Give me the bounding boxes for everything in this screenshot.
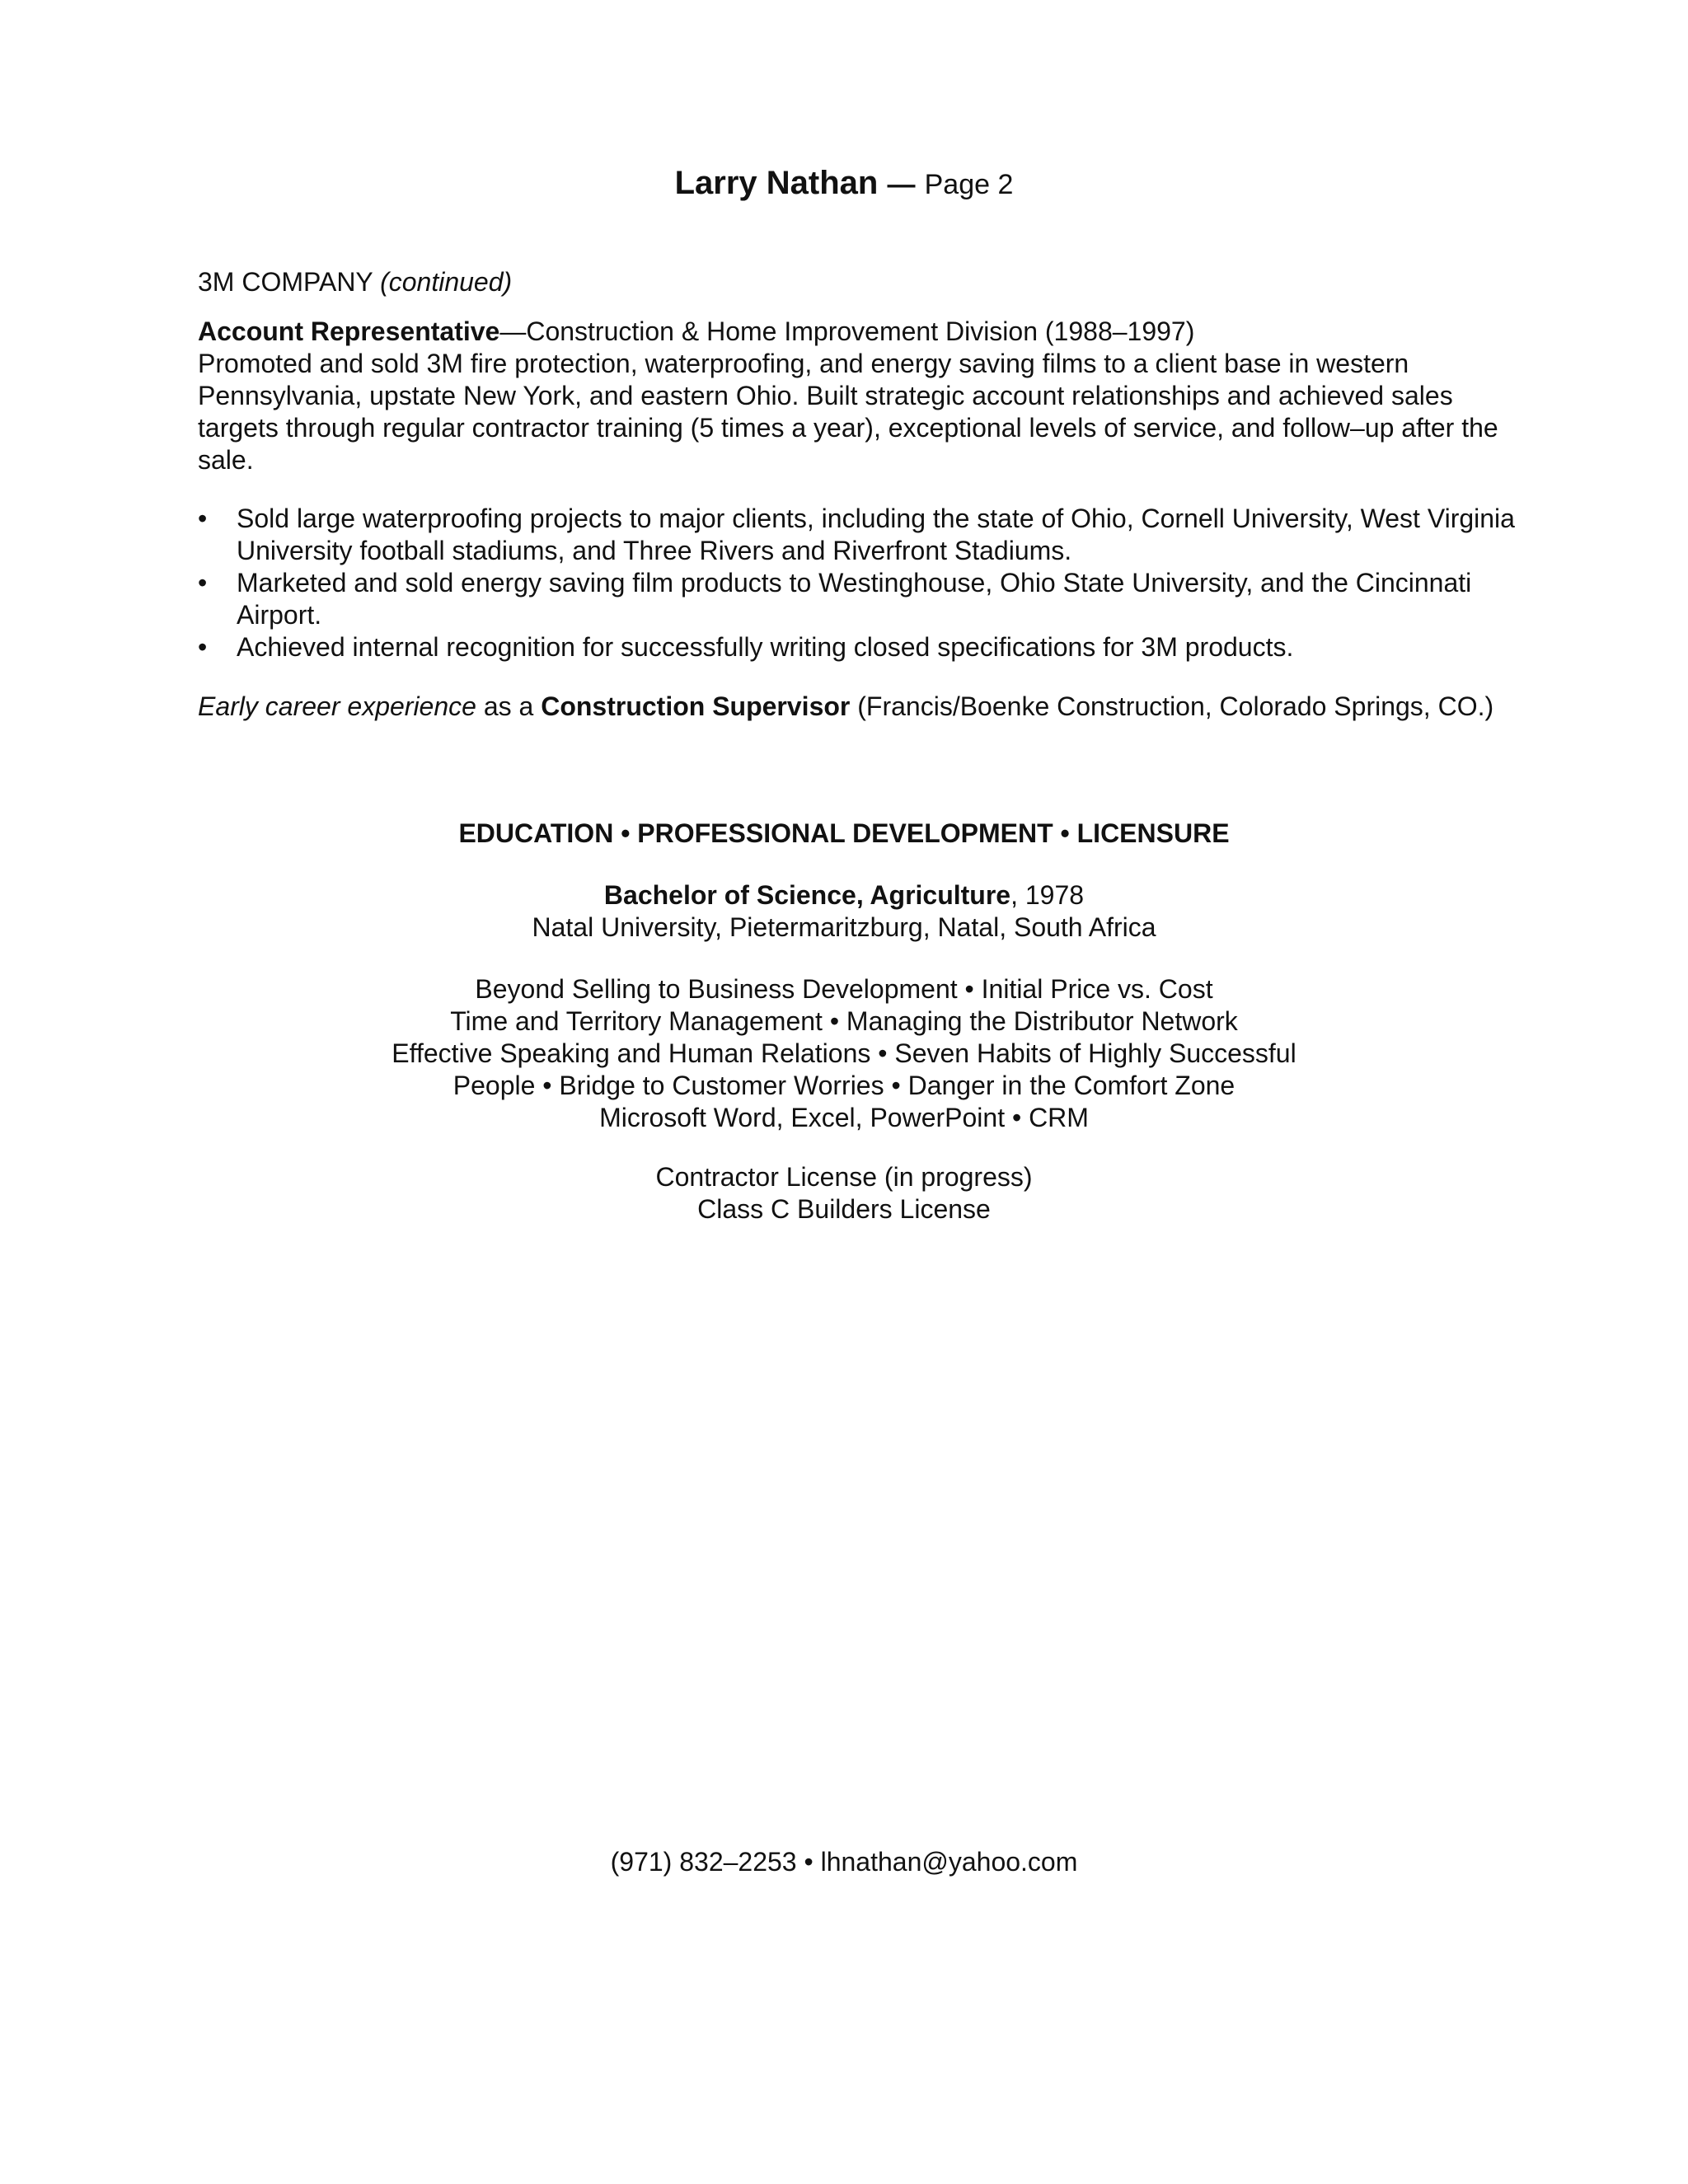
bullet-marker: •: [198, 504, 208, 533]
header-separator: —: [887, 169, 916, 200]
page-header: [0, 165, 1688, 202]
list-item-text: Achieved internal recognition for successfully writing closed specifications for 3M products.: [237, 632, 1294, 662]
courses-block: [0, 973, 1688, 1134]
role-title: Account Representative: [198, 316, 500, 346]
early-career-details: (Francis/Boenke Construction, Colorado Springs, CO.): [850, 691, 1494, 721]
company-heading: [198, 266, 1500, 298]
course-line: Effective Speaking and Human Relations • Seven Habits of Highly Successful: [392, 1038, 1296, 1068]
role-description: Promoted and sold 3M fire protection, waterproofing, and energy saving films to a client base in western Pennsylvania, upstate New York, and eastern Ohio. Built strategic account relationships and achieved sales targets through regular contractor training (5 times a year), exceptional levels of service, and follow–up after the sale.: [198, 349, 1498, 475]
section-title: EDUCATION • PROFESSIONAL DEVELOPMENT • LICENSURE: [458, 818, 1230, 848]
bullet-marker: •: [198, 632, 208, 662]
early-career-connector: as a: [476, 691, 542, 721]
candidate-name: Larry Nathan: [674, 165, 879, 201]
contact-footer: (971) 832–2253 • lhnathan@yahoo.com: [610, 1847, 1078, 1877]
role-heading: [198, 316, 1500, 348]
license-line: Class C Builders License: [697, 1194, 991, 1224]
bullet-marker: •: [198, 568, 208, 598]
company-note: (continued): [380, 267, 513, 297]
role-block: [198, 316, 1500, 476]
degree-name: Bachelor of Science, Agriculture: [603, 880, 1011, 910]
early-career-lead: Early career experience: [198, 691, 476, 721]
course-line: Time and Territory Management • Managing the Distributor Network: [450, 1006, 1238, 1036]
degree-year: , 1978: [1010, 880, 1085, 910]
role-division: —Construction & Home Improvement Division (1988–1997): [499, 316, 1195, 346]
list-item-text: Marketed and sold energy saving film products to Westinghouse, Ohio State University, and the Cincinnati Airport.: [237, 568, 1472, 630]
company-name: 3M COMPANY: [198, 267, 373, 297]
list-item: [198, 503, 1517, 567]
achievement-list: [198, 503, 1517, 663]
course-line: Microsoft Word, Excel, PowerPoint • CRM: [599, 1103, 1089, 1132]
list-item-text: Sold large waterproofing projects to major clients, including the state of Ohio, Cornell University, West Virginia University football stadiums, and Three Rivers and Riverfront Stadiums.: [237, 504, 1515, 565]
course-line: People • Bridge to Customer Worries • Danger in the Comfort Zone: [452, 1071, 1236, 1100]
list-item: [198, 631, 1517, 663]
licenses-block: [0, 1161, 1688, 1226]
license-line: Contractor License (in progress): [655, 1162, 1033, 1192]
list-item: [198, 567, 1517, 631]
course-line: Beyond Selling to Business Development • Initial Price vs. Cost: [475, 974, 1213, 1004]
early-career: [198, 691, 1500, 723]
early-career-position: Construction Supervisor: [541, 691, 851, 721]
degree-line: [0, 879, 1688, 912]
degree-block: [0, 879, 1688, 944]
school-name: Natal University, Pietermaritzburg, Natal, South Africa: [532, 912, 1156, 942]
page-number: Page 2: [924, 169, 1014, 200]
